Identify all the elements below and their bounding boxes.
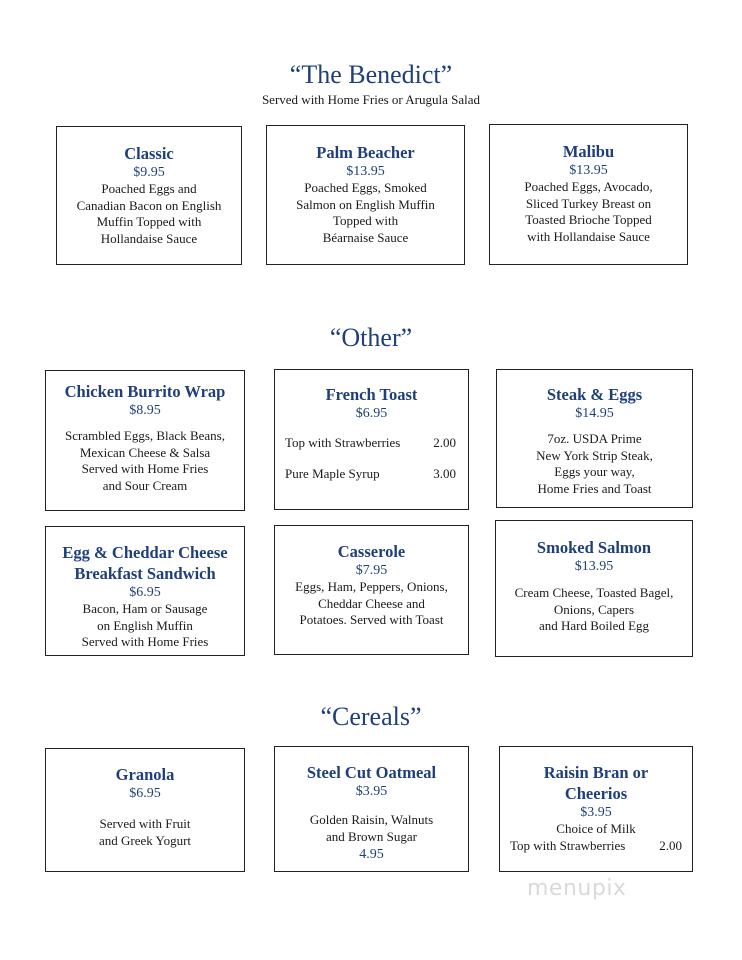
- item-description: Scrambled Eggs, Black Beans, Mexican Cheese & Salsa Served with Home Fries and Sour Cream: [65, 428, 225, 493]
- item-description: Bacon, Ham or Sausage on English Muffin Served with Home Fries: [81, 601, 209, 649]
- item-name: Chicken Burrito Wrap: [64, 382, 226, 401]
- addon-price: 2.00: [433, 435, 456, 450]
- item-price: $3.95: [355, 784, 388, 799]
- item-description: 7oz. USDA Prime New York Strip Steak, Eggs your way, Home Fries and Toast: [536, 431, 653, 496]
- item-description: Golden Raisin, Walnuts and Brown Sugar: [309, 812, 434, 844]
- section-title-cereals: “Cereals”: [320, 702, 422, 731]
- addon-row: [285, 435, 456, 452]
- item-name: French Toast: [325, 385, 418, 404]
- item-price: $3.95: [580, 805, 612, 820]
- item-description: Poached Eggs and Canadian Bacon on English Muffin Topped with Hollandaise Sauce: [76, 181, 222, 246]
- item-name: Malibu: [562, 142, 615, 161]
- item-price: $8.95: [129, 403, 161, 418]
- menu-item-smoked-salmon: [495, 520, 693, 657]
- item-name: Steel Cut Oatmeal: [306, 763, 437, 782]
- item-description: Served with Fruit and Greek Yogurt: [98, 816, 192, 848]
- item-description: Cream Cheese, Toasted Bagel, Onions, Capers and Hard Boiled Egg: [514, 585, 674, 633]
- item-name: Raisin Bran or Cheerios: [543, 763, 649, 803]
- item-extra-price: 4.95: [359, 847, 384, 862]
- item-price: $13.95: [574, 559, 614, 574]
- item-name: Egg & Cheddar Cheese Breakfast Sandwich: [62, 543, 228, 583]
- item-price: $6.95: [355, 406, 388, 421]
- item-name: Classic: [124, 144, 174, 163]
- item-price: $14.95: [575, 406, 614, 421]
- menu-item-granola: [45, 748, 245, 872]
- item-description: Eggs, Ham, Peppers, Onions, Cheddar Cheese and Potatoes. Served with Toast: [295, 579, 448, 627]
- item-description: Poached Eggs, Avocado, Sliced Turkey Breast on Toasted Brioche Topped with Hollandaise Sauce: [524, 179, 653, 244]
- item-price: $7.95: [355, 563, 388, 578]
- item-price: $6.95: [129, 786, 161, 801]
- item-name: Casserole: [337, 542, 406, 561]
- addon-price: 2.00: [659, 837, 682, 853]
- item-name: Smoked Salmon: [536, 538, 652, 557]
- menu-item-steel-cut-oatmeal: [274, 746, 469, 872]
- item-name: Steak & Eggs: [546, 385, 643, 404]
- section-title-benedict: “The Benedict”: [289, 60, 453, 89]
- menu-item-palm-beacher: [266, 125, 465, 265]
- menu-item-steak-eggs: [496, 369, 693, 508]
- addon-row: [285, 466, 456, 483]
- item-description: Poached Eggs, Smoked Salmon on English Muffin Topped with Béarnaise Sauce: [296, 180, 435, 245]
- item-price: $6.95: [129, 585, 161, 600]
- addon-label: Top with Strawberries: [510, 837, 626, 853]
- addon-price: 3.00: [433, 465, 456, 481]
- menu-item-casserole: [274, 525, 469, 655]
- section-subtitle-benedict: Served with Home Fries or Arugula Salad: [261, 92, 481, 107]
- addon-row: [510, 838, 682, 855]
- menupix-watermark: menupix: [527, 876, 627, 901]
- item-price: $9.95: [133, 165, 165, 180]
- menu-item-malibu: [489, 124, 688, 265]
- item-name: Granola: [115, 765, 175, 784]
- item-description: Choice of Milk: [556, 821, 636, 836]
- addon-label: Pure Maple Syrup: [285, 465, 380, 481]
- menu-item-egg-cheddar-sandwich: [45, 526, 245, 656]
- menu-item-french-toast: [274, 369, 469, 510]
- menu-item-classic: [56, 126, 242, 265]
- menu-item-raisin-bran-cheerios: [499, 746, 693, 872]
- item-price: $13.95: [346, 164, 385, 179]
- menu-item-chicken-burrito-wrap: [45, 370, 245, 511]
- addon-label: Top with Strawberries: [285, 435, 401, 450]
- item-name: Palm Beacher: [316, 143, 415, 162]
- section-title-other: “Other”: [329, 323, 413, 352]
- item-price: $13.95: [569, 163, 608, 178]
